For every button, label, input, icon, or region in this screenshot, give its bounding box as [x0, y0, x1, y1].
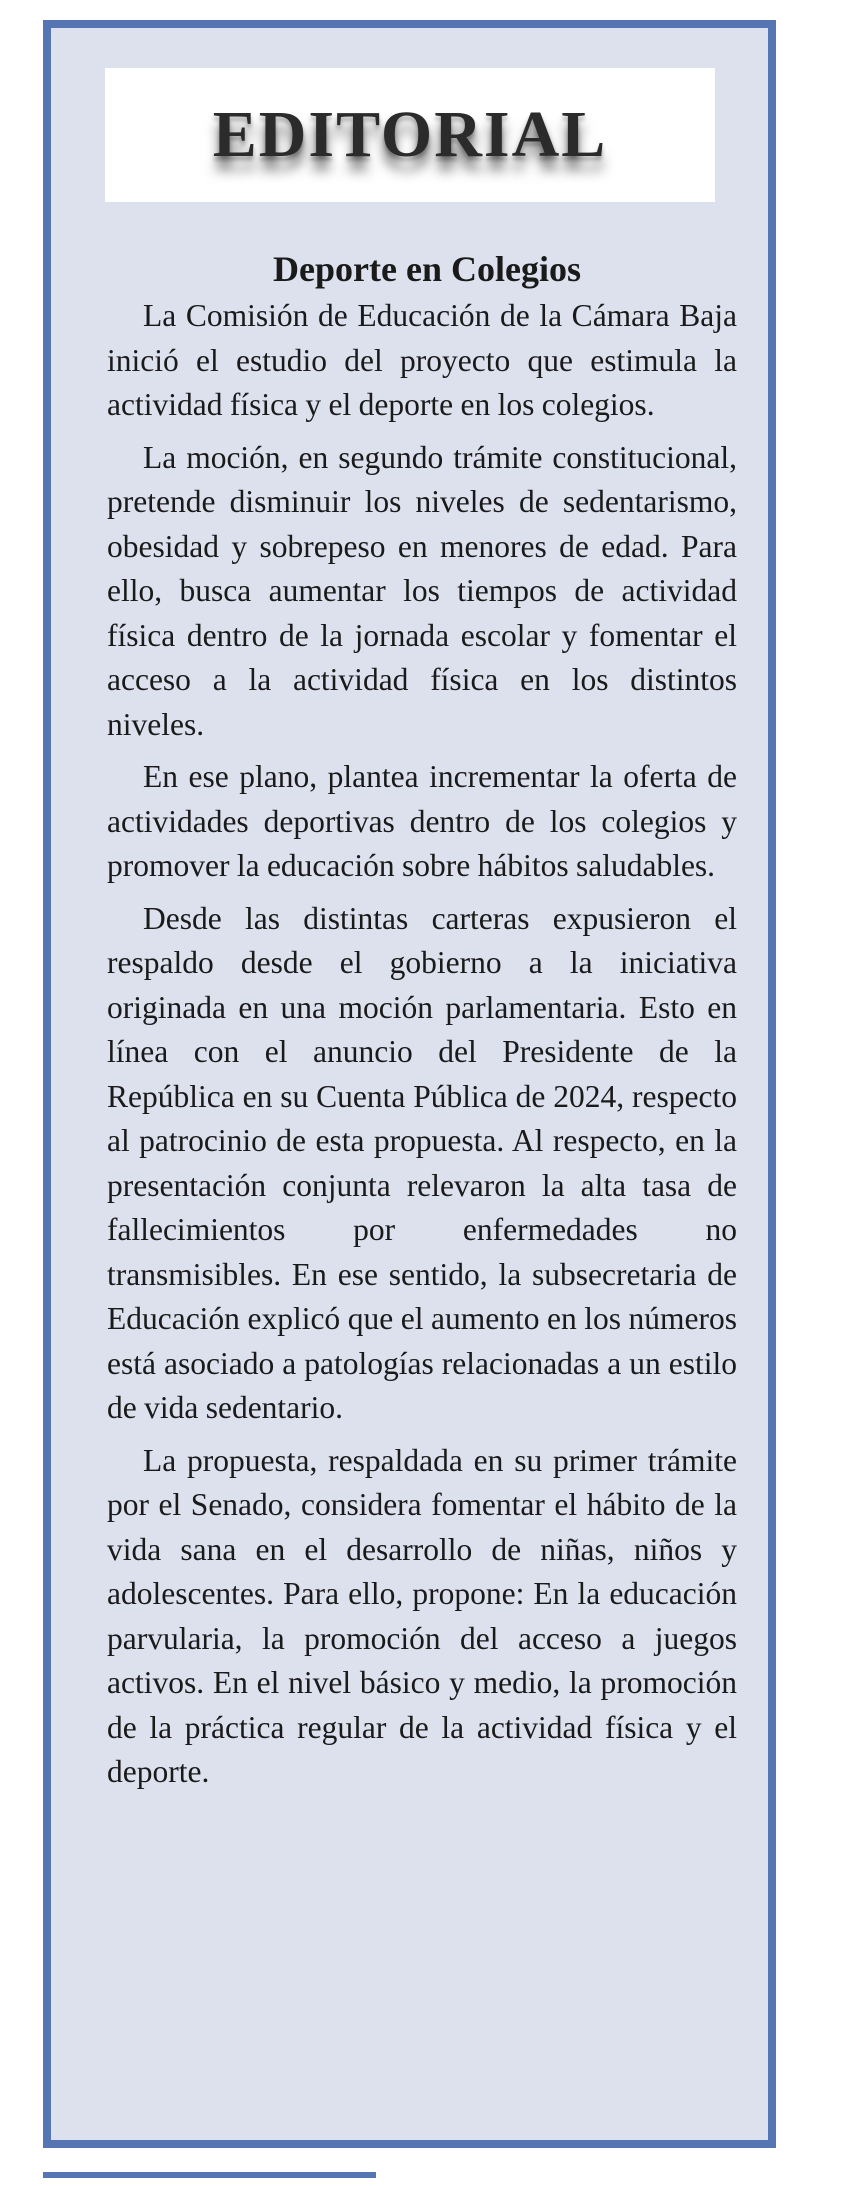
article-paragraph: La Comisión de Educación de la Cámara Baja inició el estudio del proyecto que estimula la actividad física y el deporte en los colegios.: [107, 298, 737, 422]
bottom-divider: [43, 2172, 376, 2178]
article-paragraph: La moción, en segundo trámite constitucional, pretende disminuir los niveles de sedentarismo, obesidad y sobrepeso en menores de edad. Para ello, busca aumentar los tiempos de actividad física dentro de la jornada escolar y fomentar el acceso a la actividad física en los distintos niveles.: [107, 439, 737, 742]
article-paragraph: La propuesta, respaldada en su primer trámite por el Senado, considera fomentar el hábito de la vida sana en el desarrollo de niñas, niños y adolescentes. Para ello, propone: En la educación parvularia, la promoción del acceso a juegos activos. En el nivel básico y medio, la promoción de la práctica regular de la actividad física y el deporte.: [107, 1442, 737, 1789]
article-paragraph: En ese plano, plantea incrementar la oferta de actividades deportivas dentro de los colegios y promover la educación sobre hábitos saludables.: [107, 759, 737, 883]
article-paragraph: Desde las distintas carteras expusieron el respaldo desde el gobierno a la iniciativa originada en una moción parlamentaria. Esto en línea con el anuncio del Presidente de la República en su Cuenta Pública de 2024, respecto al patrocinio de esta propuesta. Al respecto, en la presentación conjunta relevaron la alta tasa de fallecimientos por enfermedades no transmisibles. En ese sentido, la subsecretaria de Educación explicó que el aumento en los números está asociado a patologías relacionadas a un estilo de vida sedentario.: [107, 900, 737, 1425]
editorial-header: [105, 68, 715, 202]
section-title: EDITORIAL: [212, 98, 608, 171]
article: [107, 248, 737, 1795]
article-title: Deporte en Colegios: [273, 249, 581, 289]
